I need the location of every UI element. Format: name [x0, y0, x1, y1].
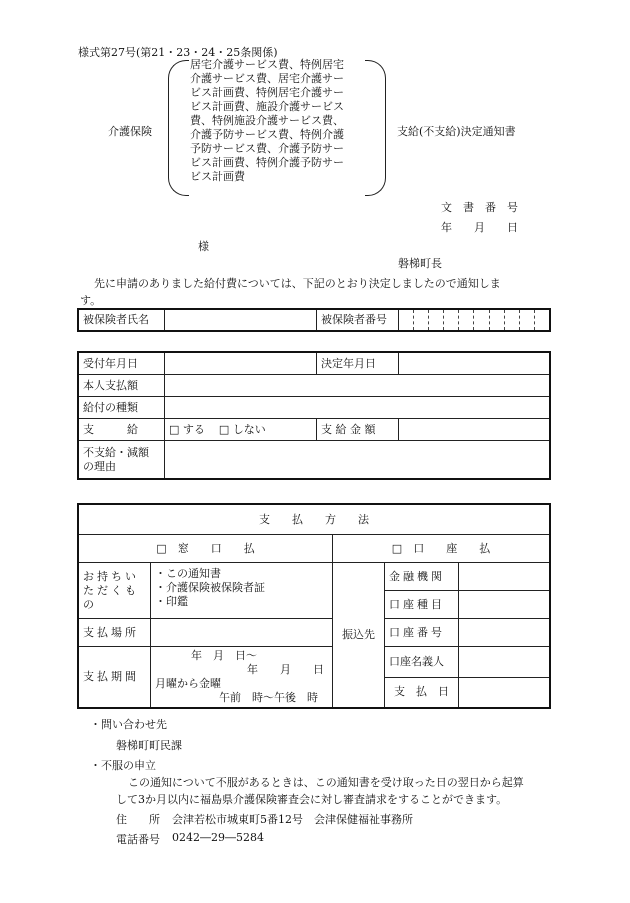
reason-label-line1: 不支給・減額 [83, 445, 149, 459]
payment-place-label: 支払場所 [79, 619, 151, 647]
window-payment-option[interactable]: □ 窓 口 払 [79, 535, 333, 563]
bring-label-line1: お持ちい [83, 569, 139, 583]
service-line: 予防サービス費、介護予防サー [190, 142, 344, 155]
payment-period-field [151, 647, 333, 708]
transfer-to-label: 振込先 [333, 563, 385, 708]
left-brace [168, 60, 189, 196]
objection-label: ・不服の申立 [90, 759, 156, 772]
account-type-label: 口座種目 [385, 591, 459, 619]
bring-items-list [151, 563, 333, 619]
period-line1: 年 月 日～ [191, 649, 257, 662]
benefit-type-label: 給付の種類 [79, 397, 165, 419]
decision-date-label: 決定年月日 [317, 353, 399, 375]
bring-items-label [79, 563, 151, 619]
objection-text-cont: して3か月以内に福島県介護保険審査会に対し審査請求をすることができます。 [116, 793, 508, 806]
account-number-label: 口座番号 [385, 619, 459, 647]
reason-label-line2: の理由 [83, 459, 116, 473]
period-line2: 年 月 日 [247, 663, 324, 676]
service-line: 介護予防サービス費、特例介護 [190, 128, 344, 141]
insured-number-field[interactable] [399, 310, 550, 331]
pay-date-label: 支 払 日 [385, 677, 459, 708]
payment-label: 支 給 [79, 419, 165, 441]
decision-table [78, 352, 550, 479]
address: 会津若松市城東町5番12号 会津保健福祉事務所 [172, 813, 413, 826]
reason-field[interactable] [165, 441, 550, 479]
service-line: 居宅介護サービス費、特例居宅 [190, 58, 344, 71]
addressee-suffix: 様 [198, 240, 209, 253]
objection-text: この通知について不服があるときは、この通知書を受け取った日の翌日から起算 [128, 776, 524, 789]
bring-item: ・介護保険被保険者証 [155, 581, 265, 594]
phone-number: 0242―29―5284 [172, 831, 264, 844]
service-line: 介護サービス費、居宅介護サー [190, 72, 344, 85]
insurance-label: 介護保険 [108, 125, 152, 138]
bank-field[interactable] [459, 563, 550, 591]
payment-period-label: 支払期間 [79, 647, 151, 708]
service-line: ビス計画費 [190, 170, 245, 183]
payment-no-checkbox[interactable]: □ しない [218, 422, 266, 436]
self-pay-field[interactable] [165, 375, 550, 397]
service-line: ビス計画費、施設介護サービス [190, 100, 344, 113]
insured-name-field[interactable] [165, 310, 317, 331]
account-holder-field[interactable] [459, 647, 550, 678]
form-number: 様式第27号(第21・23・24・25条関係) [78, 46, 278, 59]
date-label: 年 月 日 [441, 221, 518, 234]
bring-label-line2: ただくも [83, 583, 139, 597]
amount-field[interactable] [399, 419, 550, 441]
benefit-type-field[interactable] [165, 397, 550, 419]
bring-item: ・この通知書 [155, 567, 221, 580]
payment-place-field[interactable] [151, 619, 333, 647]
right-brace [365, 60, 386, 196]
reason-label [79, 441, 165, 479]
pay-date-field[interactable] [459, 677, 550, 708]
service-line: ビス計画費、特例居宅介護サー [190, 86, 344, 99]
issuer: 磐梯町長 [398, 257, 442, 270]
address-label: 住 所 [116, 813, 160, 826]
bank-label: 金融機関 [385, 563, 459, 591]
account-number-field[interactable] [459, 619, 550, 647]
payment-method-title: 支 払 方 法 [79, 505, 550, 535]
document-title: 支給(不支給)決定通知書 [397, 125, 516, 138]
bring-label-line3: の [83, 597, 97, 611]
intro-text-cont: す。 [80, 294, 102, 307]
intro-text: 先に申請のありました給付費については、下記のとおり決定しましたので通知しま [94, 277, 501, 290]
period-line3: 月曜から金曜 [155, 677, 221, 690]
service-line: ビス計画費、特例介護予防サー [190, 156, 344, 169]
amount-label: 支 給 金 額 [317, 419, 399, 441]
insured-number-label: 被保険者番号 [317, 310, 399, 331]
insured-person-table [78, 309, 550, 331]
self-pay-label: 本人支払額 [79, 375, 165, 397]
decision-date-field[interactable] [399, 353, 550, 375]
received-date-field[interactable] [165, 353, 317, 375]
bring-item: ・印鑑 [155, 595, 188, 608]
phone-label: 電話番号 [116, 833, 160, 846]
received-date-label: 受付年月日 [79, 353, 165, 375]
doc-number-label: 文 書 番 号 [441, 201, 518, 214]
payment-options [165, 419, 317, 441]
service-line: 費、特例施設介護サービス費、 [190, 114, 344, 127]
inquiry-label: ・問い合わせ先 [90, 718, 167, 731]
inquiry-department: 磐梯町町民課 [116, 739, 182, 752]
account-type-field[interactable] [459, 591, 550, 619]
payment-method-table [78, 504, 550, 708]
account-holder-label: 口座名義人 [385, 647, 459, 678]
period-line4: 午前 時～午後 時 [219, 691, 318, 704]
service-list [190, 58, 344, 184]
transfer-payment-option[interactable]: □ 口 座 払 [333, 535, 550, 563]
insured-name-label: 被保険者氏名 [79, 310, 165, 331]
payment-yes-checkbox[interactable]: □ する [169, 422, 205, 436]
